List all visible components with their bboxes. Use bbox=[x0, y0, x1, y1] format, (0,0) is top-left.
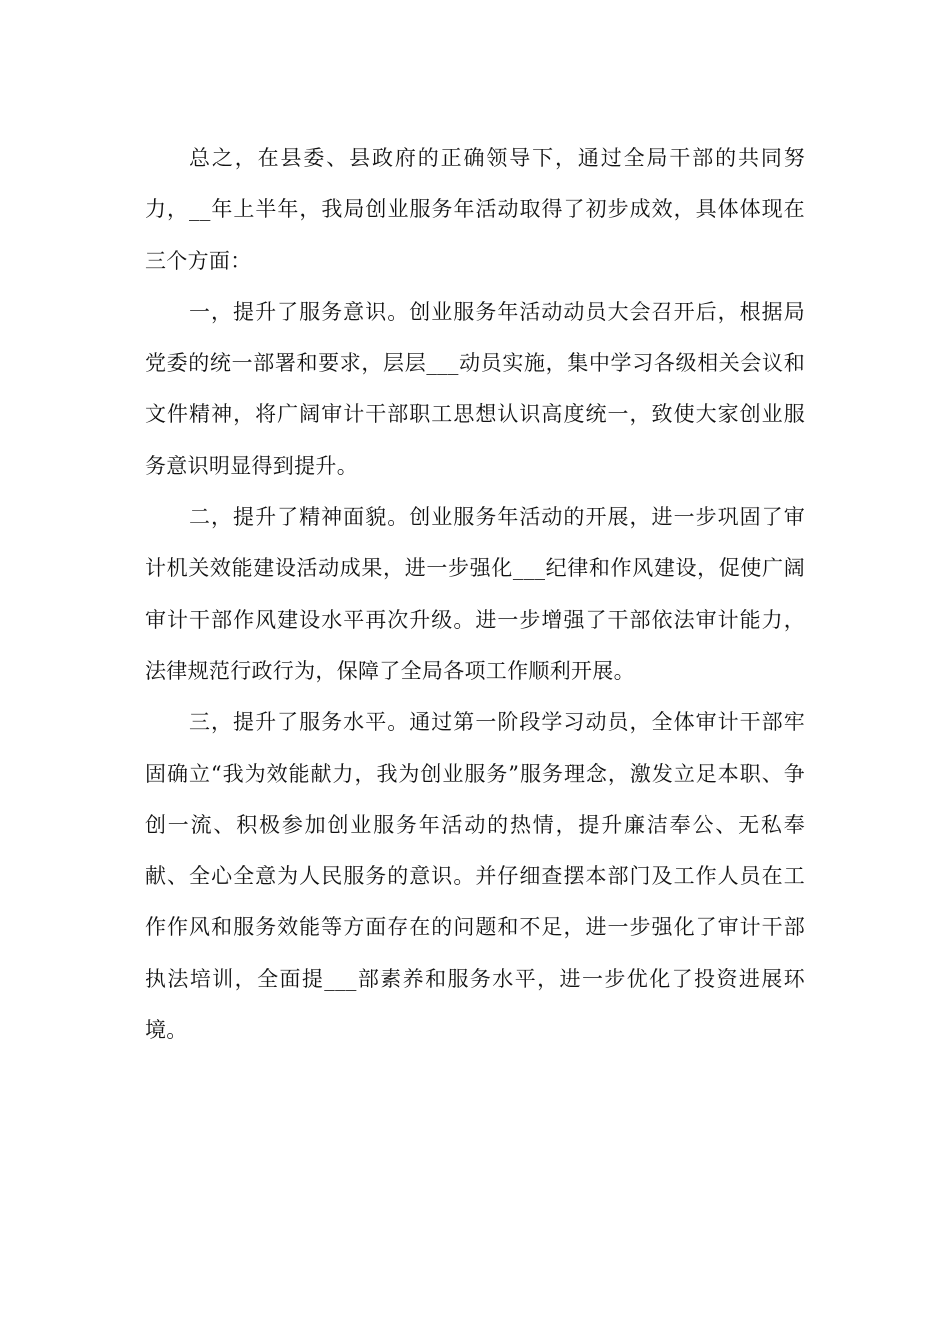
paragraph-summary: 总之，在县委、县政府的正确领导下，通过全局干部的共同努力，__年上半年，我局创业服务年活动取得了初步成效，具体体现在三个方面： bbox=[145, 146, 805, 273]
document-body bbox=[145, 133, 805, 1056]
paragraph-service-awareness: 一，提升了服务意识。创业服务年活动动员大会召开后，根据局党委的统一部署和要求，层层___动员实施，集中学习各级相关会议和文件精神，将广阔审计干部职工思想认识高度统一，致使大家创业服务意识明显得到提升。 bbox=[145, 299, 805, 478]
paragraph-spirit: 二，提升了精神面貌。创业服务年活动的开展，进一步巩固了审计机关效能建设活动成果，进一步强化___纪律和作风建设，促使广阔审计干部作风建设水平再次升级。进一步增强了干部依法审计能力，法律规范行政行为，保障了全局各项工作顺利开展。 bbox=[145, 505, 805, 683]
paragraph-service-level: 三，提升了服务水平。通过第一阶段学习动员，全体审计干部牢固确立“我为效能献力，我为创业服务”服务理念，激发立足本职、争创一流、积极参加创业服务年活动的热情，提升廉洁奉公、无私奉献、全心全意为人民服务的意识。并仔细查摆本部门及工作人员在工作作风和服务效能等方面存在的问题和不足，进一步强化了审计干部执法培训，全面提___部素养和服务水平，进一步优化了投资进展环境。 bbox=[145, 710, 805, 1043]
